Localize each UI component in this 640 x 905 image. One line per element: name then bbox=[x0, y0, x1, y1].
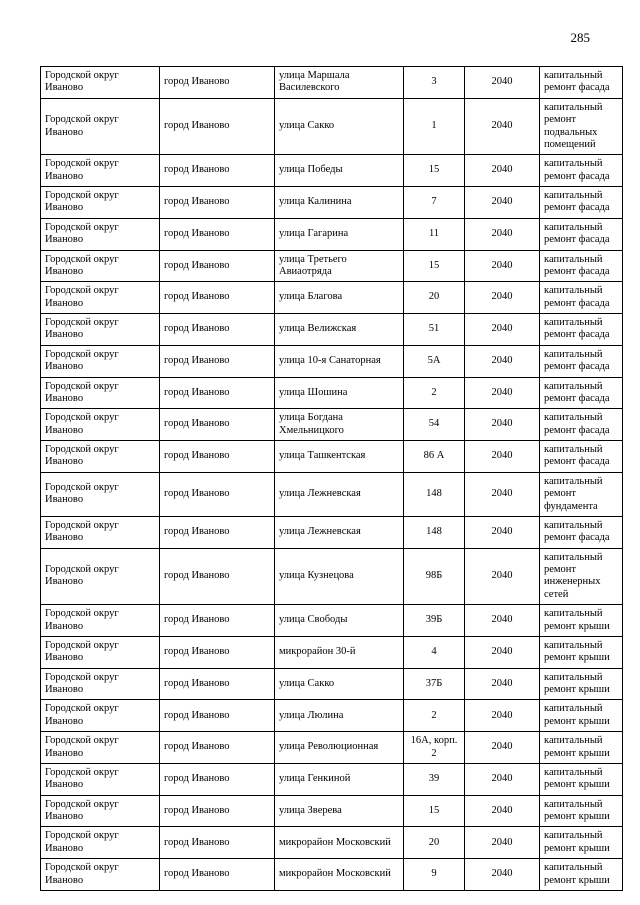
cell-year: 2040 bbox=[465, 732, 540, 764]
cell-street: улица Лежневская bbox=[275, 472, 404, 516]
table-row bbox=[41, 732, 623, 764]
table-row bbox=[41, 67, 623, 99]
cell-house: 39Б bbox=[404, 605, 465, 637]
cell-street: улица Третьего Авиаотряда bbox=[275, 250, 404, 282]
cell-house: 11 bbox=[404, 218, 465, 250]
cell-street: улица Генкиной bbox=[275, 763, 404, 795]
cell-year: 2040 bbox=[465, 700, 540, 732]
cell-year: 2040 bbox=[465, 827, 540, 859]
cell-district: Городской округ Иваново bbox=[41, 795, 160, 827]
cell-street: микрорайон Московский bbox=[275, 859, 404, 891]
cell-street: улица Благова bbox=[275, 282, 404, 314]
cell-year: 2040 bbox=[465, 377, 540, 409]
table-row bbox=[41, 605, 623, 637]
cell-year: 2040 bbox=[465, 187, 540, 219]
cell-district: Городской округ Иваново bbox=[41, 732, 160, 764]
cell-house: 2 bbox=[404, 700, 465, 732]
cell-street: улица Шошина bbox=[275, 377, 404, 409]
cell-street: улица Калинина bbox=[275, 187, 404, 219]
cell-house: 51 bbox=[404, 314, 465, 346]
cell-district: Городской округ Иваново bbox=[41, 636, 160, 668]
cell-district: Городской округ Иваново bbox=[41, 250, 160, 282]
cell-repair: капитальный ремонт фасада bbox=[540, 155, 623, 187]
cell-repair: капитальный ремонт крыши bbox=[540, 859, 623, 891]
cell-street: улица Лежневская bbox=[275, 516, 404, 548]
cell-district: Городской округ Иваново bbox=[41, 218, 160, 250]
cell-city: город Иваново bbox=[160, 187, 275, 219]
cell-repair: капитальный ремонт фасада bbox=[540, 377, 623, 409]
cell-city: город Иваново bbox=[160, 700, 275, 732]
table-row bbox=[41, 345, 623, 377]
cell-repair: капитальный ремонт фасада bbox=[540, 409, 623, 441]
cell-repair: капитальный ремонт фундамента bbox=[540, 472, 623, 516]
cell-city: город Иваново bbox=[160, 827, 275, 859]
table-row bbox=[41, 314, 623, 346]
cell-repair: капитальный ремонт крыши bbox=[540, 763, 623, 795]
cell-city: город Иваново bbox=[160, 636, 275, 668]
cell-year: 2040 bbox=[465, 605, 540, 637]
cell-house: 15 bbox=[404, 155, 465, 187]
cell-house: 4 bbox=[404, 636, 465, 668]
cell-year: 2040 bbox=[465, 314, 540, 346]
cell-year: 2040 bbox=[465, 636, 540, 668]
table-row bbox=[41, 98, 623, 155]
cell-street: улица Революционная bbox=[275, 732, 404, 764]
cell-year: 2040 bbox=[465, 668, 540, 700]
cell-house: 20 bbox=[404, 282, 465, 314]
cell-city: город Иваново bbox=[160, 67, 275, 99]
cell-house: 39 bbox=[404, 763, 465, 795]
cell-repair: капитальный ремонт фасада bbox=[540, 67, 623, 99]
cell-district: Городской округ Иваново bbox=[41, 668, 160, 700]
table-row bbox=[41, 187, 623, 219]
cell-year: 2040 bbox=[465, 98, 540, 155]
table-row bbox=[41, 636, 623, 668]
table-row bbox=[41, 377, 623, 409]
cell-year: 2040 bbox=[465, 282, 540, 314]
cell-district: Городской округ Иваново bbox=[41, 827, 160, 859]
table-row bbox=[41, 218, 623, 250]
table-row bbox=[41, 409, 623, 441]
cell-district: Городской округ Иваново bbox=[41, 605, 160, 637]
cell-repair: капитальный ремонт инженерных сетей bbox=[540, 548, 623, 605]
cell-district: Городской округ Иваново bbox=[41, 98, 160, 155]
cell-street: улица 10-я Санаторная bbox=[275, 345, 404, 377]
cell-house: 2 bbox=[404, 377, 465, 409]
page-number: 285 bbox=[570, 30, 590, 45]
cell-city: город Иваново bbox=[160, 668, 275, 700]
cell-street: улица Ташкентская bbox=[275, 441, 404, 473]
cell-district: Городской округ Иваново bbox=[41, 377, 160, 409]
cell-city: город Иваново bbox=[160, 345, 275, 377]
cell-street: улица Свободы bbox=[275, 605, 404, 637]
cell-house: 15 bbox=[404, 250, 465, 282]
cell-street: улица Зверева bbox=[275, 795, 404, 827]
cell-city: город Иваново bbox=[160, 472, 275, 516]
cell-repair: капитальный ремонт крыши bbox=[540, 732, 623, 764]
cell-house: 98Б bbox=[404, 548, 465, 605]
cell-year: 2040 bbox=[465, 409, 540, 441]
table-row bbox=[41, 700, 623, 732]
cell-house: 148 bbox=[404, 516, 465, 548]
cell-city: город Иваново bbox=[160, 732, 275, 764]
cell-house: 16А, корп. 2 bbox=[404, 732, 465, 764]
table-row bbox=[41, 795, 623, 827]
cell-district: Городской округ Иваново bbox=[41, 282, 160, 314]
cell-city: город Иваново bbox=[160, 763, 275, 795]
table-row bbox=[41, 859, 623, 891]
table-row bbox=[41, 282, 623, 314]
cell-district: Городской округ Иваново bbox=[41, 859, 160, 891]
cell-repair: капитальный ремонт фасада bbox=[540, 218, 623, 250]
cell-street: улица Маршала Василевского bbox=[275, 67, 404, 99]
cell-city: город Иваново bbox=[160, 98, 275, 155]
cell-year: 2040 bbox=[465, 218, 540, 250]
cell-city: город Иваново bbox=[160, 441, 275, 473]
cell-district: Городской округ Иваново bbox=[41, 700, 160, 732]
cell-house: 1 bbox=[404, 98, 465, 155]
cell-street: улица Сакко bbox=[275, 98, 404, 155]
cell-city: город Иваново bbox=[160, 155, 275, 187]
cell-street: улица Победы bbox=[275, 155, 404, 187]
cell-street: улица Кузнецова bbox=[275, 548, 404, 605]
cell-house: 3 bbox=[404, 67, 465, 99]
cell-repair: капитальный ремонт фасада bbox=[540, 441, 623, 473]
cell-district: Городской округ Иваново bbox=[41, 345, 160, 377]
cell-district: Городской округ Иваново bbox=[41, 472, 160, 516]
cell-year: 2040 bbox=[465, 859, 540, 891]
cell-repair: капитальный ремонт крыши bbox=[540, 795, 623, 827]
cell-repair: капитальный ремонт фасада bbox=[540, 516, 623, 548]
cell-street: улица Люлина bbox=[275, 700, 404, 732]
cell-street: улица Велижская bbox=[275, 314, 404, 346]
table-row bbox=[41, 827, 623, 859]
cell-street: улица Гагарина bbox=[275, 218, 404, 250]
cell-city: город Иваново bbox=[160, 548, 275, 605]
cell-repair: капитальный ремонт крыши bbox=[540, 636, 623, 668]
cell-repair: капитальный ремонт крыши bbox=[540, 700, 623, 732]
cell-city: город Иваново bbox=[160, 218, 275, 250]
cell-year: 2040 bbox=[465, 345, 540, 377]
cell-year: 2040 bbox=[465, 548, 540, 605]
cell-house: 86 А bbox=[404, 441, 465, 473]
cell-house: 37Б bbox=[404, 668, 465, 700]
cell-year: 2040 bbox=[465, 516, 540, 548]
cell-city: город Иваново bbox=[160, 377, 275, 409]
cell-district: Городской округ Иваново bbox=[41, 187, 160, 219]
cell-street: улица Богдана Хмельницкого bbox=[275, 409, 404, 441]
cell-city: город Иваново bbox=[160, 516, 275, 548]
cell-year: 2040 bbox=[465, 795, 540, 827]
cell-district: Городской округ Иваново bbox=[41, 155, 160, 187]
cell-year: 2040 bbox=[465, 250, 540, 282]
table-row bbox=[41, 250, 623, 282]
table-row bbox=[41, 441, 623, 473]
cell-repair: капитальный ремонт фасада bbox=[540, 250, 623, 282]
cell-repair: капитальный ремонт фасада bbox=[540, 345, 623, 377]
cell-house: 148 bbox=[404, 472, 465, 516]
table-row bbox=[41, 516, 623, 548]
cell-district: Городской округ Иваново bbox=[41, 67, 160, 99]
cell-year: 2040 bbox=[465, 67, 540, 99]
cell-house: 54 bbox=[404, 409, 465, 441]
cell-repair: капитальный ремонт крыши bbox=[540, 605, 623, 637]
cell-house: 9 bbox=[404, 859, 465, 891]
cell-city: город Иваново bbox=[160, 314, 275, 346]
cell-repair: капитальный ремонт фасада bbox=[540, 187, 623, 219]
cell-city: город Иваново bbox=[160, 409, 275, 441]
cell-district: Городской округ Иваново bbox=[41, 548, 160, 605]
cell-district: Городской округ Иваново bbox=[41, 516, 160, 548]
table-body bbox=[41, 67, 623, 891]
cell-city: город Иваново bbox=[160, 605, 275, 637]
table-row bbox=[41, 155, 623, 187]
cell-repair: капитальный ремонт подвальных помещений bbox=[540, 98, 623, 155]
cell-street: микрорайон Московский bbox=[275, 827, 404, 859]
cell-repair: капитальный ремонт крыши bbox=[540, 668, 623, 700]
table-row bbox=[41, 548, 623, 605]
cell-district: Городской округ Иваново bbox=[41, 409, 160, 441]
cell-district: Городской округ Иваново bbox=[41, 314, 160, 346]
cell-year: 2040 bbox=[465, 155, 540, 187]
cell-street: улица Сакко bbox=[275, 668, 404, 700]
cell-house: 20 bbox=[404, 827, 465, 859]
cell-street: микрорайон 30-й bbox=[275, 636, 404, 668]
cell-city: город Иваново bbox=[160, 282, 275, 314]
cell-city: город Иваново bbox=[160, 795, 275, 827]
cell-city: город Иваново bbox=[160, 250, 275, 282]
cell-district: Городской округ Иваново bbox=[41, 441, 160, 473]
cell-house: 15 bbox=[404, 795, 465, 827]
cell-repair: капитальный ремонт фасада bbox=[540, 282, 623, 314]
repair-program-table bbox=[40, 66, 623, 891]
cell-district: Городской округ Иваново bbox=[41, 763, 160, 795]
table-row bbox=[41, 472, 623, 516]
cell-house: 7 bbox=[404, 187, 465, 219]
cell-house: 5А bbox=[404, 345, 465, 377]
cell-year: 2040 bbox=[465, 441, 540, 473]
cell-city: город Иваново bbox=[160, 859, 275, 891]
table-row bbox=[41, 763, 623, 795]
cell-year: 2040 bbox=[465, 763, 540, 795]
cell-repair: капитальный ремонт крыши bbox=[540, 827, 623, 859]
cell-repair: капитальный ремонт фасада bbox=[540, 314, 623, 346]
table-row bbox=[41, 668, 623, 700]
cell-year: 2040 bbox=[465, 472, 540, 516]
